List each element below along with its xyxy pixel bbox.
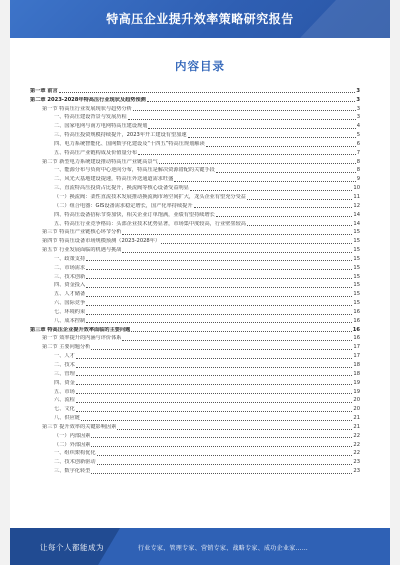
toc-entry[interactable] bbox=[30, 466, 360, 475]
toc-entry-label: （二）外部因素 bbox=[54, 441, 91, 448]
toc-entry-page: 16 bbox=[353, 308, 360, 315]
toc-entry-page: 3 bbox=[356, 114, 360, 121]
toc-entry[interactable] bbox=[30, 316, 360, 325]
toc-dot-leader bbox=[128, 119, 356, 120]
toc-entry[interactable] bbox=[30, 378, 360, 387]
toc-entry-label: 第二节 主要问题分析 bbox=[42, 344, 91, 351]
toc-entry[interactable] bbox=[30, 369, 360, 378]
toc-entry[interactable] bbox=[30, 210, 360, 219]
toc-entry[interactable] bbox=[30, 192, 360, 201]
toc-entry-page: 3 bbox=[356, 87, 360, 94]
toc-dot-leader bbox=[76, 367, 353, 368]
toc-entry[interactable] bbox=[30, 174, 360, 183]
toc-dot-leader bbox=[86, 314, 352, 315]
toc-dot-leader bbox=[76, 375, 353, 376]
toc-entry[interactable] bbox=[30, 404, 360, 413]
toc-entry[interactable] bbox=[30, 351, 360, 360]
toc-dot-leader bbox=[97, 464, 353, 465]
toc-entry-label: 七、环境约束 bbox=[54, 308, 86, 315]
toc-entry-page: 15 bbox=[353, 264, 360, 271]
toc-entry[interactable] bbox=[30, 457, 360, 466]
toc-entry-label: 五、市场 bbox=[54, 388, 75, 395]
toc-entry-page: 15 bbox=[353, 273, 360, 280]
toc-entry-page: 14 bbox=[353, 211, 360, 218]
toc-entry-label: 第四节 特高压设备市场规模预测（2023-2028年） bbox=[42, 238, 161, 245]
toc-entry[interactable] bbox=[30, 148, 360, 157]
toc-entry[interactable] bbox=[30, 228, 360, 237]
toc-entry-label: 六、流程 bbox=[54, 397, 75, 404]
toc-dot-leader bbox=[76, 358, 353, 359]
toc-dot-leader bbox=[206, 146, 356, 147]
toc-dot-leader bbox=[174, 181, 355, 182]
toc-entry-page: 18 bbox=[353, 370, 360, 377]
toc-entry[interactable] bbox=[30, 360, 360, 369]
toc-entry-label: 第一节 特高压行业发展现状与趋势分析 bbox=[42, 105, 132, 112]
toc-entry[interactable] bbox=[30, 121, 360, 130]
toc-entry[interactable] bbox=[30, 219, 360, 228]
toc-entry-label: 七、文化 bbox=[54, 406, 75, 413]
footer-tagline: 行业专家、管理专家、营销专家、战略专家、成功企业家…… bbox=[138, 545, 309, 552]
toc-entry-page: 16 bbox=[353, 317, 360, 324]
toc-dot-leader bbox=[76, 402, 353, 403]
toc-entry-page: 15 bbox=[353, 247, 360, 254]
footer-slogan: 让每个人都能成为 bbox=[40, 543, 104, 552]
toc-entry-page: 20 bbox=[353, 397, 360, 404]
toc-entry[interactable] bbox=[30, 139, 360, 148]
toc-entry-page: 16 bbox=[352, 326, 360, 333]
toc-dot-leader bbox=[86, 322, 352, 323]
toc-dot-leader bbox=[97, 455, 353, 456]
toc-entry-page: 11 bbox=[353, 193, 360, 200]
toc-entry[interactable] bbox=[30, 307, 360, 316]
toc-entry-page: 3 bbox=[356, 96, 360, 103]
toc-entry-page: 23 bbox=[353, 468, 360, 475]
toc-entry-page: 22 bbox=[353, 432, 360, 439]
toc-entry-page: 4 bbox=[356, 123, 360, 130]
toc-dot-leader bbox=[59, 92, 356, 93]
toc-entry-page: 14 bbox=[353, 220, 360, 227]
toc-dot-leader bbox=[247, 199, 352, 200]
toc-entry-page: 23 bbox=[353, 459, 360, 466]
toc-entry-page: 15 bbox=[353, 255, 360, 262]
report-page bbox=[10, 0, 390, 565]
toc-dot-leader bbox=[91, 437, 352, 438]
toc-entry-page: 15 bbox=[353, 238, 360, 245]
table-of-contents bbox=[30, 86, 360, 475]
toc-entry-page: 9 bbox=[356, 176, 360, 183]
toc-entry[interactable] bbox=[30, 342, 360, 351]
toc-entry[interactable] bbox=[30, 440, 360, 449]
toc-entry-page: 15 bbox=[353, 291, 360, 298]
toc-entry[interactable] bbox=[30, 86, 360, 95]
toc-entry-label: 二、技术 bbox=[54, 362, 75, 368]
toc-entry[interactable] bbox=[30, 272, 360, 281]
toc-dot-leader bbox=[159, 163, 356, 164]
toc-entry-label: 三、直流特高压投资占比提升，换流阀等核心设备受益明显 bbox=[54, 185, 189, 192]
toc-entry-label: 五、特高压行业竞争格局：头部企业技术优势显著，市场集中度较高，行业壁垒较高 bbox=[54, 220, 246, 227]
toc-dot-leader bbox=[190, 190, 353, 191]
toc-dot-leader bbox=[86, 305, 352, 306]
toc-entry-label: （二）组合电器：GIS设备需求稳定增长，国产化率持续提升 bbox=[54, 202, 193, 209]
toc-entry[interactable] bbox=[30, 449, 360, 458]
toc-dot-leader bbox=[194, 207, 353, 208]
toc-entry[interactable] bbox=[30, 396, 360, 405]
toc-entry-label: 八、成本控制 bbox=[54, 317, 86, 324]
toc-entry-page: 5 bbox=[356, 132, 360, 139]
toc-dot-leader bbox=[81, 420, 352, 421]
toc-entry-label: 六、国际竞争 bbox=[54, 300, 86, 307]
toc-entry-page: 19 bbox=[353, 388, 360, 395]
toc-entry[interactable] bbox=[30, 113, 360, 122]
toc-entry[interactable] bbox=[30, 281, 360, 290]
toc-entry-label: 八、供应链 bbox=[54, 415, 80, 422]
toc-dot-leader bbox=[86, 269, 352, 270]
toc-entry-label: 第五节 行业发展面临的机遇与挑战 bbox=[42, 247, 122, 254]
toc-entry[interactable] bbox=[30, 325, 360, 334]
toc-entry-label: 第三章 特高压企业提升效率面临的主要问题 bbox=[30, 326, 131, 333]
toc-entry[interactable] bbox=[30, 289, 360, 298]
toc-dot-leader bbox=[131, 331, 351, 332]
toc-dot-leader bbox=[122, 340, 352, 341]
toc-entry-label: 二、国家电网与南方电网特高压建设规划 bbox=[54, 123, 148, 130]
toc-heading: 内容目录 bbox=[175, 59, 225, 73]
toc-dot-leader bbox=[147, 101, 356, 102]
toc-dot-leader bbox=[117, 429, 352, 430]
toc-dot-leader bbox=[91, 446, 352, 447]
toc-entry-label: 第三节 提升效率的关键影响因素 bbox=[42, 423, 117, 430]
toc-entry-label: 四、特高压设备招标节奏加快，相关企业订单饱满，业绩有望持续增长 bbox=[54, 211, 215, 218]
toc-entry-label: 三、管理 bbox=[54, 370, 75, 377]
toc-entry-page: 10 bbox=[353, 185, 360, 192]
toc-entry-page: 3 bbox=[356, 105, 360, 112]
toc-entry-page: 6 bbox=[356, 140, 360, 147]
toc-dot-leader bbox=[86, 287, 352, 288]
toc-dot-leader bbox=[86, 296, 352, 297]
toc-entry-label: 二、风光大基地建设提速，特高压外送通道需求旺盛 bbox=[54, 176, 174, 183]
toc-entry-label: 四、资金投入 bbox=[54, 282, 86, 289]
toc-dot-leader bbox=[216, 216, 353, 217]
toc-entry-label: 三、特高压投资规模持续提升，2023年开工建设有望加速 bbox=[54, 132, 187, 139]
report-title: 特高压企业提升效率策略研究报告 bbox=[106, 12, 294, 26]
toc-entry-page: 21 bbox=[353, 423, 360, 430]
toc-entry-label: 一、能源分布与负荷中心逆向分布，特高压是解决资源错配的关键手段 bbox=[54, 167, 215, 174]
toc-entry[interactable] bbox=[30, 157, 360, 166]
toc-dot-leader bbox=[133, 110, 356, 111]
toc-entry-label: 二、市场需求 bbox=[54, 264, 86, 271]
toc-dot-leader bbox=[161, 243, 352, 244]
toc-entry-page: 18 bbox=[353, 362, 360, 368]
toc-entry-label: 一、特高压建设背景与发展历程 bbox=[54, 114, 127, 121]
toc-entry-page: 8 bbox=[356, 158, 360, 165]
toc-entry[interactable] bbox=[30, 245, 360, 254]
toc-entry-page: 17 bbox=[353, 344, 360, 351]
toc-entry-page: 7 bbox=[356, 149, 360, 156]
toc-entry[interactable] bbox=[30, 201, 360, 210]
toc-entry-label: 第二节 新型电力系统建设推动特高压产业链高景气 bbox=[42, 158, 158, 165]
toc-dot-leader bbox=[188, 137, 356, 138]
toc-entry[interactable] bbox=[30, 334, 360, 343]
toc-entry-label: 三、技术创新 bbox=[54, 273, 86, 280]
toc-entry-label: 五、特高压产业链构成及价值量分布 bbox=[54, 149, 138, 156]
toc-dot-leader bbox=[91, 349, 352, 350]
toc-entry-label: （一）内部因素 bbox=[54, 432, 91, 439]
toc-entry-label: 一、人才 bbox=[54, 353, 75, 360]
toc-entry-page: 15 bbox=[353, 282, 360, 289]
toc-entry-label: 四、电力系统智能化、国网数字化建设及“十四五”特高压规划解读 bbox=[54, 140, 205, 147]
toc-entry[interactable] bbox=[30, 413, 360, 422]
toc-entry-label: 二、技术创新驱动 bbox=[54, 459, 96, 466]
toc-dot-leader bbox=[76, 393, 353, 394]
toc-entry-page: 17 bbox=[353, 353, 360, 360]
toc-entry-page: 12 bbox=[353, 202, 360, 209]
toc-entry[interactable] bbox=[30, 183, 360, 192]
toc-entry[interactable] bbox=[30, 95, 360, 104]
toc-entry-label: 第二章 2023-2028年特高压行业现状及趋势预测 bbox=[30, 96, 146, 103]
toc-dot-leader bbox=[122, 252, 352, 253]
toc-dot-leader bbox=[86, 260, 352, 261]
toc-entry-label: 第三节 特高压产业链核心环节分析 bbox=[42, 229, 122, 236]
toc-entry-label: 一、组织架构优化 bbox=[54, 450, 96, 457]
toc-entry[interactable] bbox=[30, 422, 360, 431]
toc-entry[interactable] bbox=[30, 387, 360, 396]
toc-entry-page: 21 bbox=[353, 415, 360, 422]
toc-entry[interactable] bbox=[30, 166, 360, 175]
toc-entry[interactable] bbox=[30, 254, 360, 263]
toc-dot-leader bbox=[216, 172, 356, 173]
toc-entry[interactable] bbox=[30, 130, 360, 139]
toc-dot-leader bbox=[148, 128, 355, 129]
toc-dot-leader bbox=[247, 225, 352, 226]
footer-banner bbox=[10, 528, 390, 565]
toc-entry-label: 三、数字化转型 bbox=[54, 468, 91, 475]
toc-dot-leader bbox=[76, 411, 353, 412]
toc-entry-label: 四、资金 bbox=[54, 379, 75, 386]
toc-entry-page: 20 bbox=[353, 406, 360, 413]
header-banner bbox=[10, 0, 390, 38]
toc-entry-label: 五、人才储备 bbox=[54, 291, 86, 298]
toc-entry-label: 第一章 前言 bbox=[30, 87, 58, 94]
toc-entry[interactable] bbox=[30, 298, 360, 307]
toc-entry-label: 一、政策支持 bbox=[54, 255, 86, 262]
toc-entry-page: 19 bbox=[353, 379, 360, 386]
toc-dot-leader bbox=[76, 384, 353, 385]
toc-entry-page: 16 bbox=[353, 335, 360, 342]
toc-dot-leader bbox=[86, 278, 352, 279]
toc-entry-page: 15 bbox=[353, 229, 360, 236]
toc-entry[interactable] bbox=[30, 104, 360, 113]
toc-entry-label: 第一节 效率提升的内涵与评价体系 bbox=[42, 335, 122, 342]
toc-entry[interactable] bbox=[30, 263, 360, 272]
toc-entry-page: 8 bbox=[356, 167, 360, 174]
toc-entry[interactable] bbox=[30, 431, 360, 440]
toc-entry-page: 15 bbox=[353, 300, 360, 307]
toc-entry-page: 22 bbox=[353, 450, 360, 457]
toc-dot-leader bbox=[91, 473, 352, 474]
toc-entry-label: （一）换流阀：柔性直流技术发展推动换流阀市场空间扩大，龙头企业有望充分受益 bbox=[54, 193, 246, 200]
toc-dot-leader bbox=[138, 154, 356, 155]
toc-dot-leader bbox=[122, 234, 352, 235]
toc-entry[interactable] bbox=[30, 236, 360, 245]
toc-entry-page: 22 bbox=[353, 441, 360, 448]
